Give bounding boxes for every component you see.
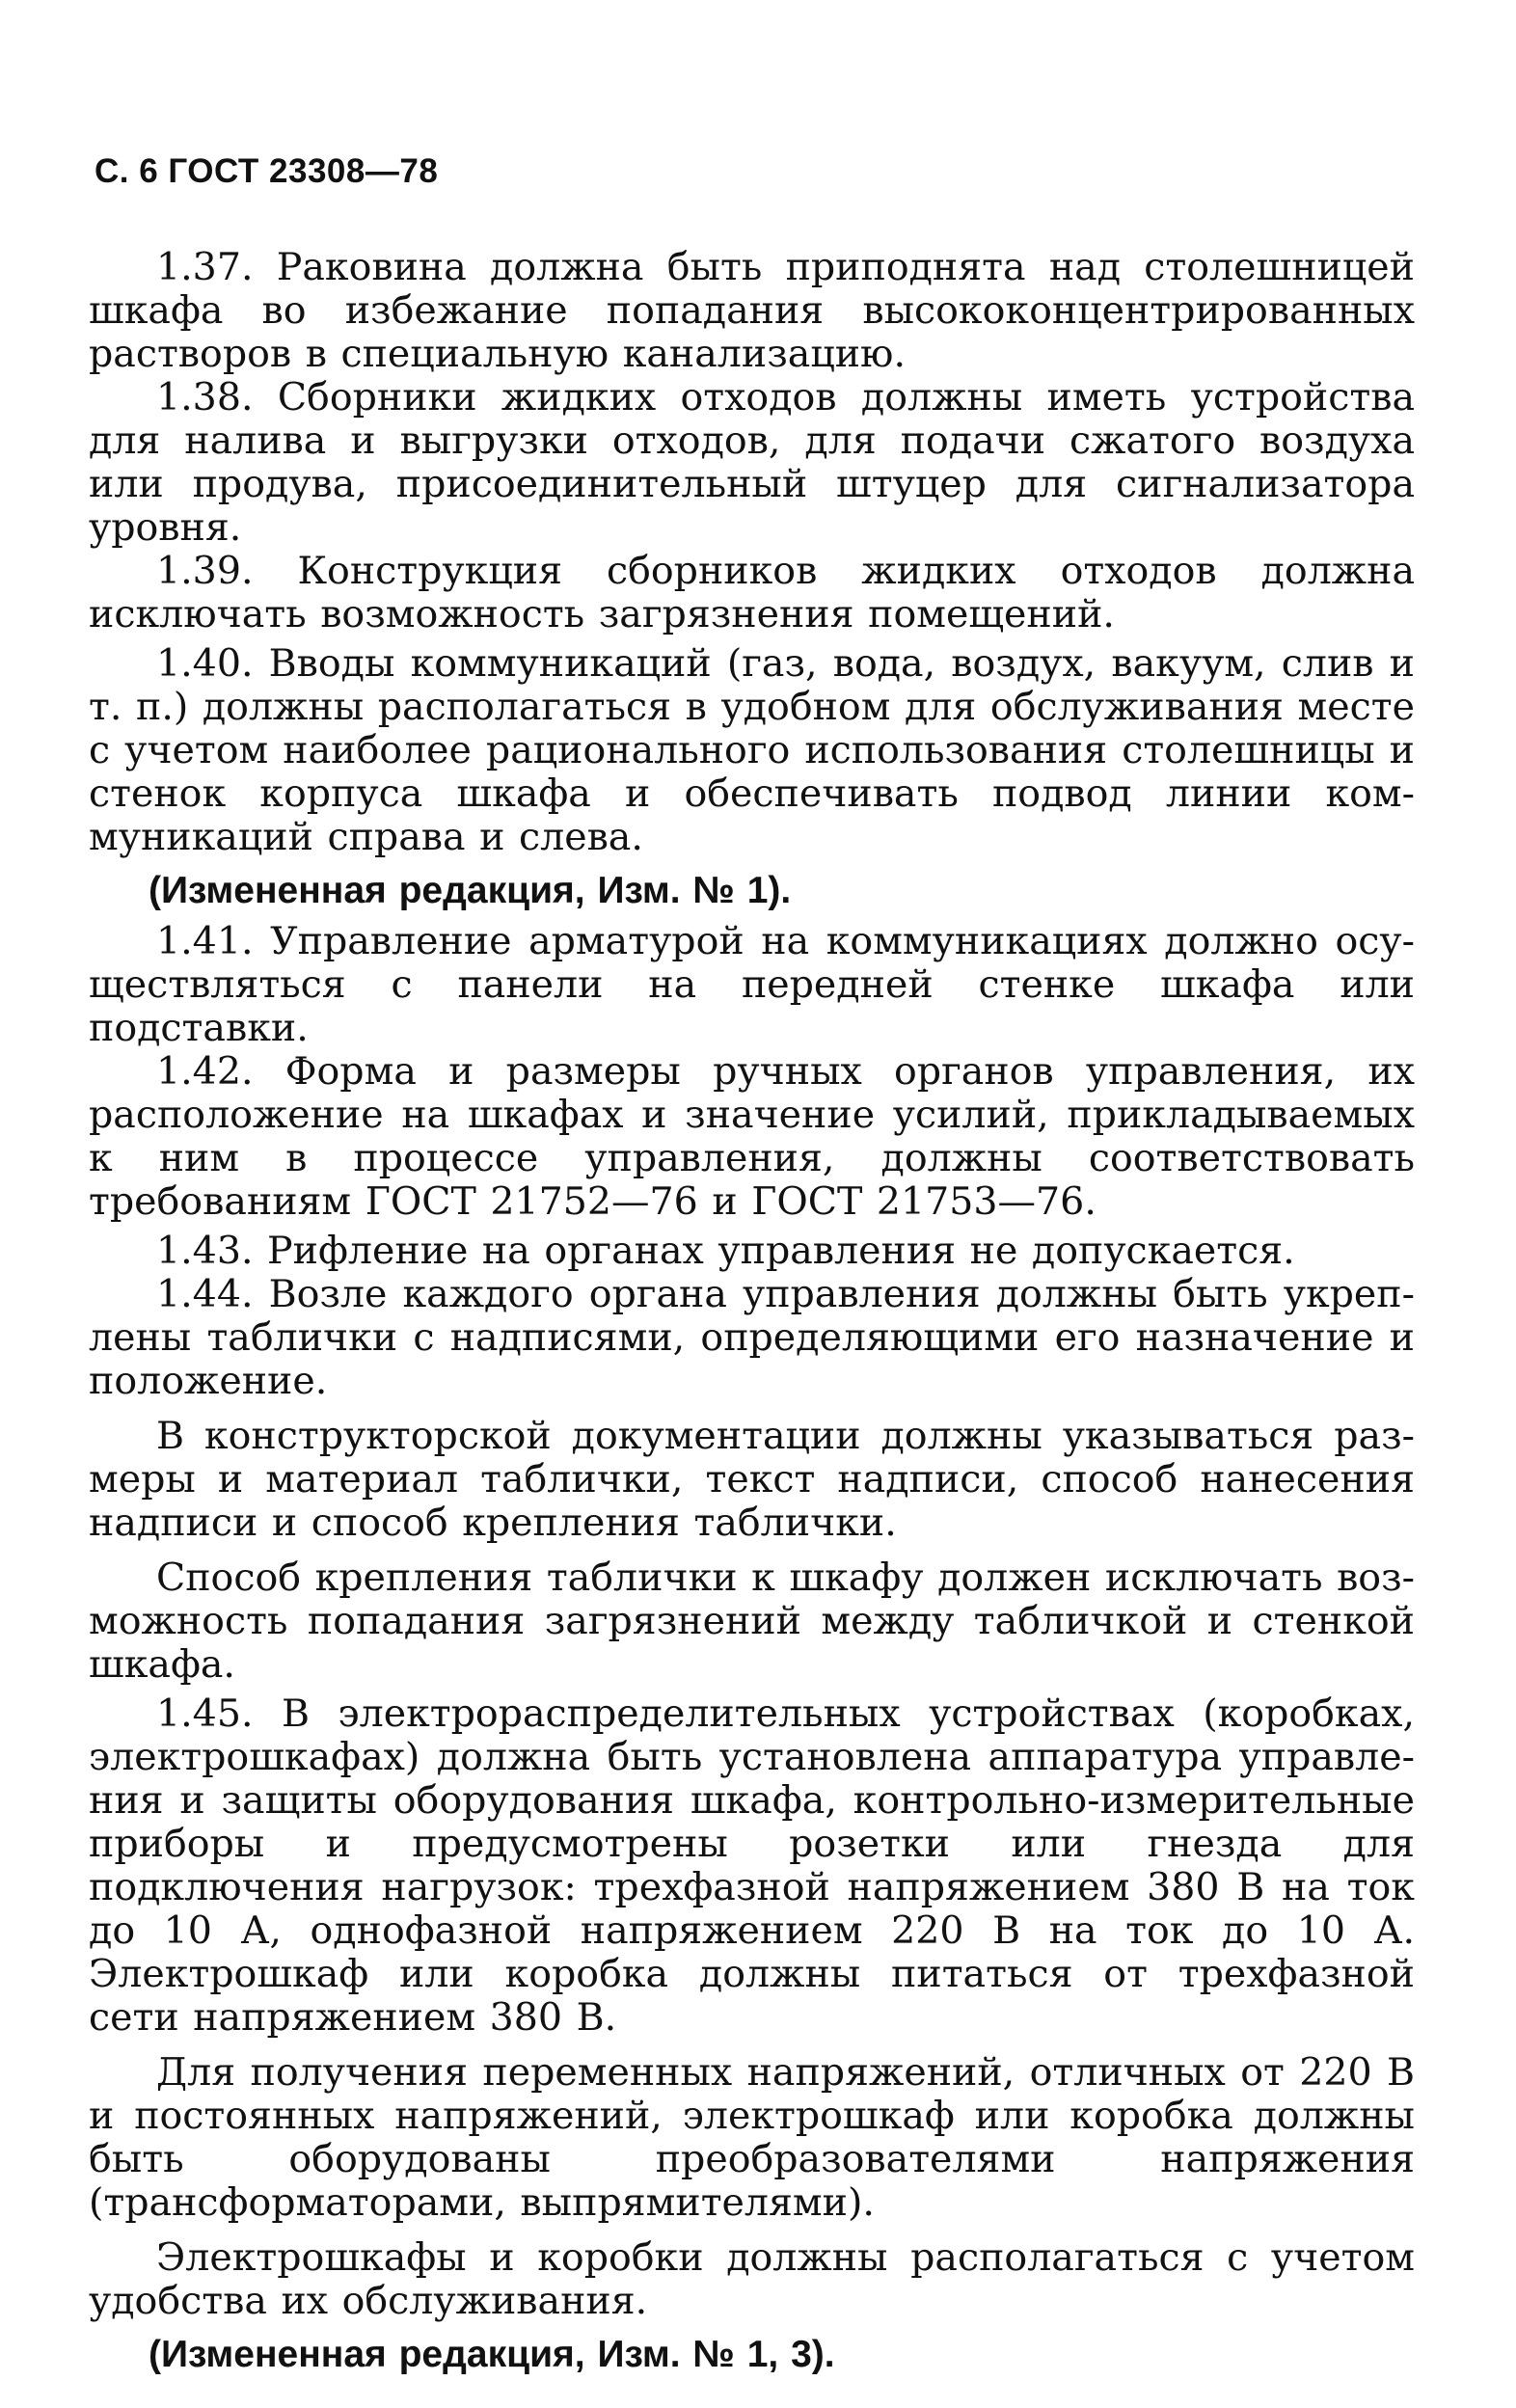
clause-1-38: 1.38. Сборники жидких отходов должны иметь устройства для налива и выгрузки отходов, для подачи сжатого воздуха или продува, присоединительный штуцер для сигнализатора уровня. (89, 375, 1415, 550)
clause-1-42: 1.42. Форма и размеры ручных органов управления, их расположение на шкафах и значение усилий, прикладываемых к ним в процессе управления, должны соответствовать требованиям ГОСТ 21752—76 и ГОСТ 21753—76. (89, 1049, 1415, 1224)
clause-1-39: 1.39. Конструкция сборников жидких отходов должна исключать возможность загрязнения помещений. (89, 549, 1415, 636)
document-body (89, 246, 1415, 2384)
clause-1-40: 1.40. Вводы коммуникаций (газ, вода, воздух, вакуум, слив и т. п.) должны располагаться в удобном для обслуживания месте с учетом наиболее рационального использования столешницы и стенок корпуса шкафа и обеспечивать подвод линии коммуникаций справа и слева. (89, 641, 1415, 859)
clause-1-43: 1.43. Рифление на органах управления не допускается. (156, 1229, 1295, 1273)
clause-1-44: 1.44. Возле каждого органа управления должны быть укреплены таблички с надписями, определяющими его назначение и положение. (89, 1272, 1415, 1403)
paragraph-design-docs: В конструкторской документации должны указываться размеры и материал таблички, текст надписи, способ нанесения надписи и способ крепления таблички. (89, 1414, 1415, 1545)
page-header: С. 6 ГОСТ 23308—78 (95, 152, 439, 190)
paragraph-voltage-converters: Для получения переменных напряжений, отличных от 220 В и постоянных напряжений, электрошкаф или коробка должны быть оборудованы преобразователями напряжения (трансформаторами, выпрямителями). (89, 2050, 1415, 2225)
amendment-note: (Измененная редакция, Изм. № 1). (149, 870, 792, 911)
amendment-note-final: (Измененная редакция, Изм. № 1, 3). (149, 2334, 835, 2375)
paragraph-electrical-cabinets: Электрошкафы и коробки должны располагаться с учетом удобства их обслуживания. (89, 2235, 1415, 2323)
paragraph-plate-fixing: Способ крепления таблички к шкафу должен исключать возможность попадания загрязнений между табличкой и стенкой шкафа. (89, 1556, 1415, 1687)
clause-1-41: 1.41. Управление арматурой на коммуникациях должно осуществляться с панели на передней стенке шкафа или подставки. (89, 919, 1415, 1050)
clause-1-37: 1.37. Раковина должна быть приподнята над столешницей шкафа во избежание попадания высококонцентрированных растворов в специальную канализацию. (89, 245, 1415, 376)
clause-1-45: 1.45. В электрораспределительных устройствах (коробках, электрошкафах) должна быть установлена аппаратура управления и защиты оборудования шкафа, контрольно-измерительные приборы и предусмотрены розетки или гнезда для подключения нагрузок: трехфазной напряжением 380 В на ток до 10 А, однофазной напряжением 220 В на ток до 10 А. Электрошкаф или коробка должны питаться от трехфазной сети напряжением 380 В. (89, 1691, 1415, 2040)
